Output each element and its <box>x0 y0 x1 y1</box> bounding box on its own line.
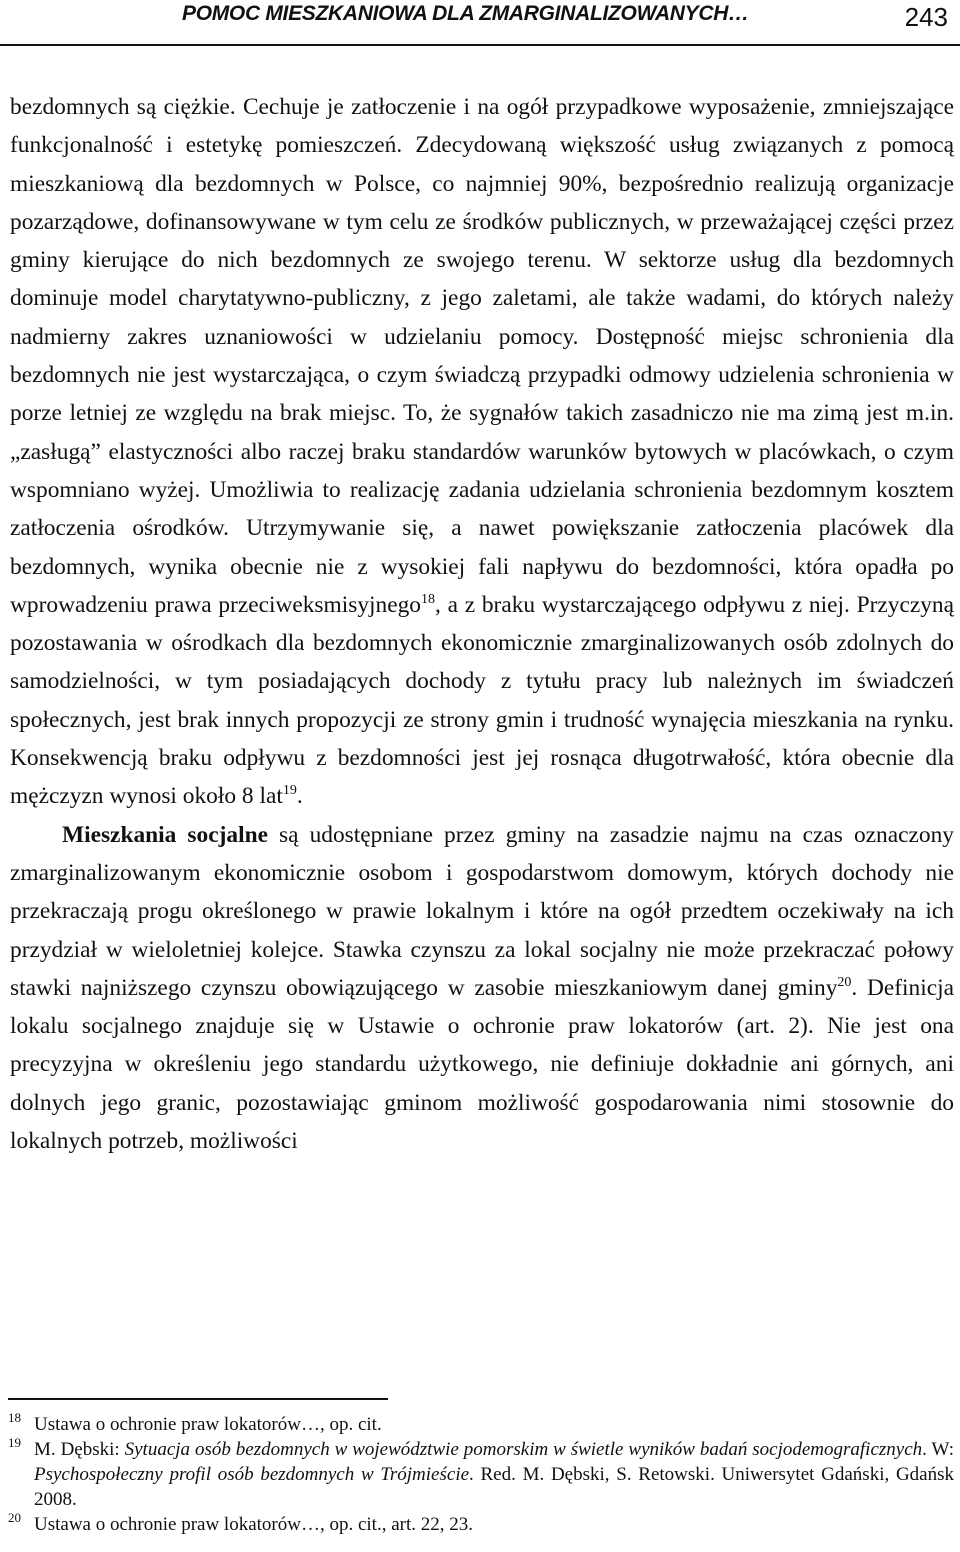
footnote-article-title: Sytuacja osób bezdomnych w województwie pomorskim w świetle wyników badań socjodemograficznych <box>124 1439 923 1460</box>
footnote-20 <box>8 1512 954 1537</box>
footnote-number: 20 <box>8 1510 21 1525</box>
footnote-number: 19 <box>8 1435 21 1450</box>
footnote-text: . Red. M. Dębski, S. Retowski. Uniwersytet Gdański, Gdańsk 2008. <box>34 1464 954 1510</box>
paragraph-text: , a z braku wystarczającego odpływu z niej. Przyczyną pozostawania w ośrodkach dla bezdomnych ekonomicznie zmarginalizowanych osób zdolnych do samodzielności, w tym posiadających dochody z tytułu pracy lub należnych im świadczeń społecznych, jest brak innych propozycji ze strony gmin i trudność wynajęcia mieszkania na rynku. Konsekwencją braku odpływu z bezdomności jest jej rosnąca długotrwałość, która obecnie dla mężczyzn wynosi około 8 lat <box>10 591 954 810</box>
running-header <box>0 0 960 46</box>
footnote-19 <box>8 1437 954 1512</box>
paragraph <box>10 88 954 816</box>
paragraph-text: . Definicja lokalu socjalnego znajduje się w Ustawie o ochronie praw lokatorów (art. 2). Nie jest ona precyzyjna w określeniu jego standardu użytkowego, nie definiuje dokładnie ani górnych, ani dolnych jego granic, pozostawiając gminom możliwość gospodarowania nimi stosownie do lokalnych potrzeb, możliwości <box>10 974 954 1155</box>
footnote-text: M. Dębski: <box>34 1439 125 1460</box>
footnote-text: Ustawa o ochronie praw lokatorów…, op. cit. <box>34 1414 382 1435</box>
paragraph-text: są udostępniane przez gminy na zasadzie najmu na czas oznaczony zmarginalizowanym ekonomicznie osobom i gospodarstwom domowym, których dochody nie przekraczają progu określonego w prawie lokalnym i które na ogół przedtem oczekiwały na ich przydział w wieloletniej kolejce. Stawka czynszu za lokal socjalny nie może przekraczać połowy stawki najniższego czynszu obowiązującego w zasobie mieszkaniowym danej gminy <box>10 821 954 1001</box>
body-text <box>10 88 954 1160</box>
page-number: 243 <box>904 2 948 32</box>
footnote-ref-19[interactable]: 19 <box>282 783 297 799</box>
footnote-number: 18 <box>8 1410 21 1425</box>
footnote-text: . W: <box>922 1439 954 1460</box>
footnote-ref-20[interactable]: 20 <box>837 974 852 990</box>
footnote-ref-18[interactable]: 18 <box>421 591 435 607</box>
paragraph-text: . <box>296 783 303 810</box>
footnote-18 <box>8 1412 954 1437</box>
paragraph <box>10 816 954 1161</box>
footnotes <box>8 1412 954 1537</box>
footnote-book-title: Psychospołeczny profil osób bezdomnych w Trójmieście <box>34 1464 470 1485</box>
footnote-text: Ustawa o ochronie praw lokatorów…, op. cit., art. 22, 23. <box>34 1514 474 1535</box>
footnote-divider <box>8 1398 388 1400</box>
paragraph-text: bezdomnych są ciężkie. Cechuje je zatłoczenie i na ogół przypadkowe wyposażenie, zmniejszające funkcjonalność i estetykę pomieszczeń. Zdecydowaną większość usług związanych z pomocą mieszkaniową dla bezdomnych w Polsce, co najmniej 90%, bezpośrednio realizują organizacje pozarządowe, dofinansowywane w tym celu ze środków publicznych, w przeważającej części przez gminy kierujące do nich bezdomnych ze swojego terenu. W sektorze usług dla bezdomnych dominuje model charytatywno-publiczny, z jego zaletami, ale także wadami, do których należy nadmierny zakres uznaniowości w udzielaniu pomocy. Dostępność miejsc schronienia dla bezdomnych nie jest wystarczająca, o czym świadczą przypadki odmowy udzielenia schronienia w porze letniej ze względu na brak miejsc. To, że sygnałów takich zasadniczo nie ma zimą jest m.in. „zasługą” elastyczności albo raczej braku standardów warunków bytowych w placówkach, o czym wspomniano wyżej. Umożliwia to realizację zadania udzielania schronienia bezdomnym kosztem zatłoczenia ośrodków. Utrzymywanie się, a nawet powiększanie zatłoczenia placówek dla bezdomnych, wynika obecnie nie z wysokiej fali napływu do bezdomności, która opadła po wprowadzeniu prawa przeciweksmisyjnego <box>10 94 954 618</box>
bold-term: Mieszkania socjalne <box>62 821 268 848</box>
running-title: POMOC MIESZKANIOWA DLA ZMARGINALIZOWANYCH… <box>182 2 749 25</box>
